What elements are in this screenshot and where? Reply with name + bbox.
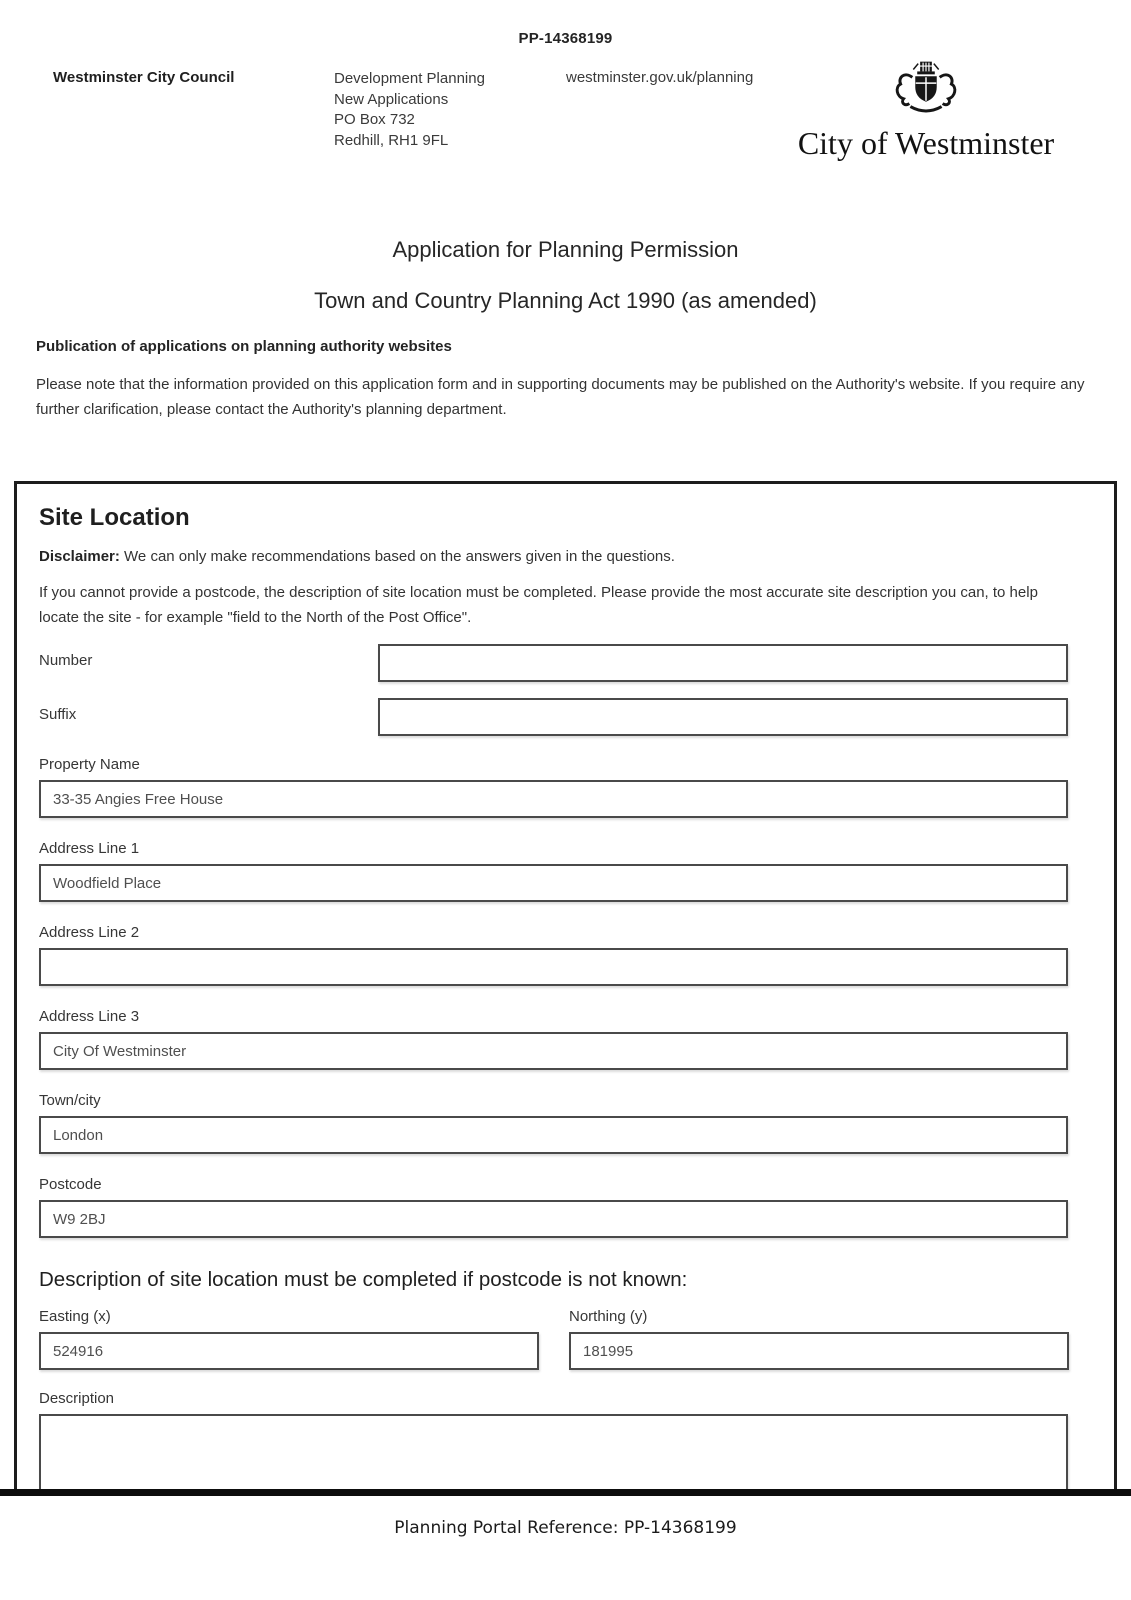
address-line-2-label: Address Line 2 [39,924,140,941]
address-line-3-input[interactable] [39,1032,1068,1070]
postcode-label: Postcode [39,1176,102,1193]
department-address-line: Development Planning [334,70,485,87]
site-location-instructions: If you cannot provide a postcode, the description of site location must be completed. Please provide the most accurate site description you can, to help locate the site - for example "field to the North of the Post Office". [39,584,1038,626]
department-address-line: PO Box 732 [334,111,415,128]
suffix-input[interactable] [378,698,1068,736]
disclaimer-label: Disclaimer: [39,548,120,565]
town-city-input[interactable] [39,1116,1068,1154]
suffix-label: Suffix [39,706,77,723]
description-textarea[interactable] [39,1414,1068,1489]
westminster-crest-icon [885,104,967,121]
description-requirement-heading: Description of site location must be completed if postcode is not known: [39,1268,688,1291]
disclaimer-text [39,548,1086,565]
easting-field [39,1308,539,1370]
description-field [39,1390,1086,1489]
logo-wordmark: City of Westminster [797,125,1055,161]
application-reference: PP-14368199 [518,30,613,47]
form-header [0,67,1131,197]
property-name-label: Property Name [39,756,140,773]
town-city-label: Town/city [39,1092,101,1109]
address-line-1-label: Address Line 1 [39,840,140,857]
planning-portal-reference: Planning Portal Reference: PP-14368199 [394,1518,737,1538]
northing-label: Northing (y) [569,1308,648,1325]
department-address-line: Redhill, RH1 9FL [334,131,449,149]
town-city-field [39,1092,1086,1154]
number-field-row [39,644,1086,682]
address-line-1-input[interactable] [39,864,1068,902]
suffix-field-row [39,698,1086,736]
address-line-1-field [39,840,1086,902]
publication-note-body: Please note that the information provided on this application form and in supporting documents may be published on the Authority's website. If you require any further clarification, please contact the Authority's planning department. [36,376,1085,418]
city-of-westminster-logo [780,61,1072,162]
council-name: Westminster City Council [53,69,235,86]
address-line-3-field [39,1008,1086,1070]
number-input[interactable] [378,644,1068,682]
address-line-3-label: Address Line 3 [39,1008,140,1025]
department-address [334,69,485,151]
number-label: Number [39,652,93,669]
postcode-field [39,1176,1086,1238]
disclaimer-body: We can only make recommendations based on the answers given in the questions. [124,548,675,565]
property-name-field [39,756,1086,818]
site-location-section [14,481,1117,1489]
easting-label: Easting (x) [39,1308,111,1325]
coordinates-row [39,1308,1086,1370]
publication-note-heading: Publication of applications on planning authority websites [36,338,452,355]
site-location-heading: Site Location [39,504,190,531]
property-name-input[interactable] [39,780,1068,818]
easting-input[interactable] [39,1332,539,1370]
description-label: Description [39,1390,115,1407]
page-break-divider [0,1489,1131,1496]
postcode-input[interactable] [39,1200,1068,1238]
form-title: Application for Planning Permission [392,237,739,262]
council-website-url: westminster.gov.uk/planning [566,69,754,86]
form-subtitle: Town and Country Planning Act 1990 (as amended) [314,288,817,313]
department-address-line: New Applications [334,90,449,108]
northing-input[interactable] [569,1332,1069,1370]
northing-field [569,1308,1069,1370]
address-line-2-field [39,924,1086,986]
address-line-2-input[interactable] [39,948,1068,986]
